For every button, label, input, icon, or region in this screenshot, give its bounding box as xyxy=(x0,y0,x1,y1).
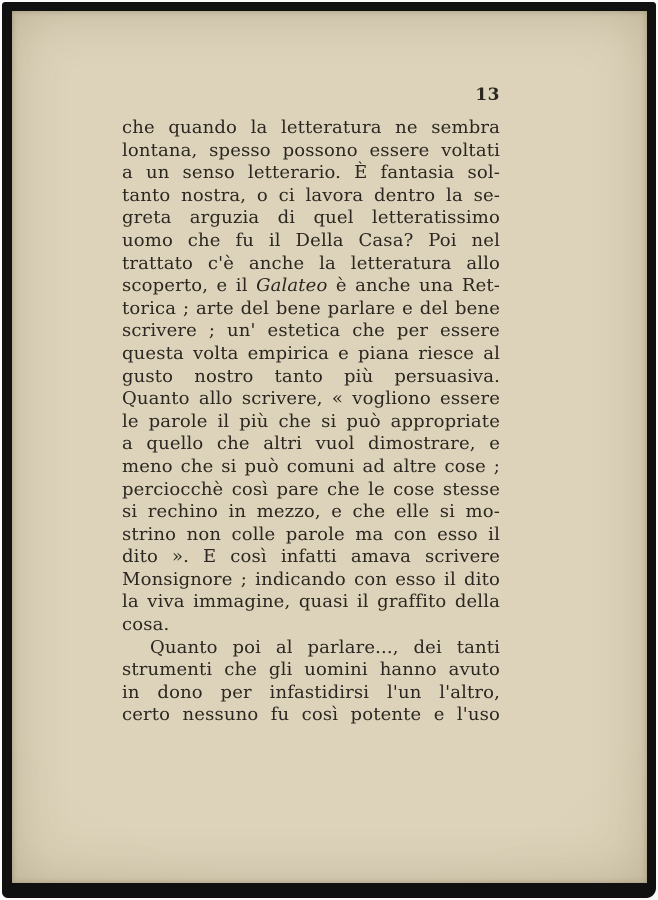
text-run: che quando la letteratura ne sembra xyxy=(122,117,500,138)
text-run: scoperto, e il xyxy=(122,275,257,297)
text-run: si rechino in mezzo, e che elle si mo- xyxy=(122,501,500,523)
page-number: 13 xyxy=(475,85,500,105)
text-line xyxy=(122,704,500,727)
text-run: strino non colle parole ma con esso il xyxy=(122,523,500,545)
text-line xyxy=(122,185,500,208)
scan-frame xyxy=(2,2,656,898)
text-line xyxy=(122,524,500,547)
text-line xyxy=(122,411,500,434)
text-run: uomo che fu il Della Casa? Poi nel xyxy=(122,229,500,251)
text-line xyxy=(122,388,500,411)
text-run: greta arguzia di quel letteratissimo xyxy=(122,207,500,229)
text-run: dito ». E così infatti amava scrivere xyxy=(122,546,500,568)
text-run: cosa. xyxy=(122,614,170,636)
text-line xyxy=(122,343,500,366)
text-line xyxy=(122,614,500,637)
text-run: perciocchè così pare che le cose stesse xyxy=(122,478,500,500)
text-line xyxy=(122,546,500,569)
text-line xyxy=(122,298,500,321)
text-run: è anche una Ret- xyxy=(327,275,500,297)
text-run: a un senso letterario. È fantasia sol- xyxy=(122,162,500,184)
text-line xyxy=(122,659,500,682)
text-run: Quanto allo scrivere, « vogliono essere xyxy=(122,388,500,410)
text-line xyxy=(122,637,500,660)
text-line xyxy=(122,591,500,614)
text-run: a quello che altri vuol dimostrare, e xyxy=(122,433,500,455)
text-run: lontana, spesso possono essere voltati xyxy=(122,139,500,161)
text-run: Quanto poi al parlare..., dei tanti xyxy=(150,636,500,658)
text-run: la viva immagine, quasi il graffito della xyxy=(122,591,500,613)
text-line xyxy=(122,479,500,502)
text-block xyxy=(122,117,500,727)
text-line xyxy=(122,366,500,389)
text-line xyxy=(122,230,500,253)
text-run: meno che si può comuni ad altre cose ; xyxy=(122,455,500,477)
text-run: strumenti che gli uomini hanno avuto xyxy=(122,659,500,681)
text-line xyxy=(122,162,500,185)
text-line xyxy=(122,433,500,456)
text-run: certo nessuno fu così potente e l'uso xyxy=(122,704,500,726)
text-run: tanto nostra, o ci lavora dentro la se- xyxy=(122,184,500,206)
text-run: le parole il più che si può appropriate xyxy=(122,410,500,432)
text-line xyxy=(122,253,500,276)
text-run: Monsignore ; indicando con esso il dito xyxy=(122,568,500,590)
text-line xyxy=(122,456,500,479)
text-line xyxy=(122,320,500,343)
text-run: trattato c'è anche la letteratura allo xyxy=(122,252,500,274)
text-line xyxy=(122,275,500,298)
text-line xyxy=(122,140,500,163)
text-line xyxy=(122,501,500,524)
text-line xyxy=(122,207,500,230)
text-run: scrivere ; un' estetica che per essere xyxy=(122,320,500,342)
text-line xyxy=(122,117,500,140)
text-line xyxy=(122,569,500,592)
text-run: in dono per infastidirsi l'un l'altro, xyxy=(122,681,500,703)
text-run: gusto nostro tanto più persuasiva. xyxy=(122,365,500,387)
text-run: questa volta empirica e piana riesce al xyxy=(122,342,500,364)
text-run: torica ; arte del bene parlare e del bene xyxy=(122,297,500,319)
text-line xyxy=(122,682,500,705)
book-page xyxy=(12,11,647,883)
italic-text-run: Galateo xyxy=(256,275,328,297)
